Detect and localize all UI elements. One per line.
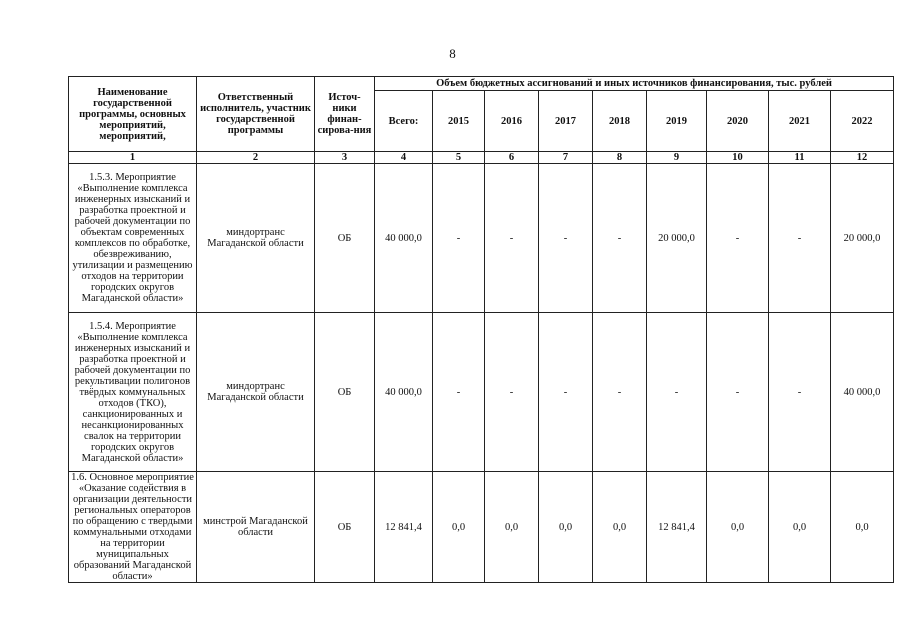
header-name: Наименование государственной программы, основных мероприятий, мероприятий, (69, 77, 197, 152)
header-year: 2020 (707, 91, 769, 152)
header-source: Источ-ники финан-сирова-ния (315, 77, 375, 152)
activity-name: 1.5.4. Мероприятие «Выполнение комплекса инженерных изысканий и разработка проектной и рабочей документации по рекультивации полигонов твёрдых коммунальных отходов (ТКО), санкционированных и несанкционированных свалок на территории городских округов Магаданской области» (69, 313, 197, 472)
header-year: 2022 (831, 91, 894, 152)
table-row (69, 313, 894, 472)
year-value-cell: - (485, 313, 539, 472)
source-cell: ОБ (315, 164, 375, 313)
table-row (69, 472, 894, 583)
header-total: Всего: (375, 91, 433, 152)
year-value-cell: - (707, 313, 769, 472)
activity-name: 1.6. Основное мероприятие «Оказание содействия в организации деятельности региональных операторов по обращению с твердыми коммунальными отходами на территории муниципальных образований Магаданской области» (69, 472, 197, 583)
year-value-cell: - (485, 164, 539, 313)
year-value-cell: 0,0 (433, 472, 485, 583)
year-value-cell: 20 000,0 (647, 164, 707, 313)
column-number: 12 (831, 152, 894, 164)
page-number: 8 (449, 46, 456, 61)
header-volume: Объем бюджетных ассигнований и иных источников финансирования, тыс. рублей (375, 77, 894, 91)
year-value-cell: - (433, 164, 485, 313)
header-year: 2016 (485, 91, 539, 152)
column-number: 10 (707, 152, 769, 164)
column-number: 6 (485, 152, 539, 164)
column-number: 4 (375, 152, 433, 164)
column-number: 8 (593, 152, 647, 164)
year-value-cell: - (539, 313, 593, 472)
header-executor: Ответственный исполнитель, участник государственной программы (197, 77, 315, 152)
header-year: 2015 (433, 91, 485, 152)
column-number: 9 (647, 152, 707, 164)
executor-cell: минстрой Магаданской области (197, 472, 315, 583)
column-number: 7 (539, 152, 593, 164)
year-value-cell: 0,0 (769, 472, 831, 583)
column-number-row (69, 152, 894, 164)
header-year: 2018 (593, 91, 647, 152)
activity-name: 1.5.3. Мероприятие «Выполнение комплекса инженерных изысканий и разработка проектной и рабочей документации по объектам современных комплексов по обработке, обезвреживанию, утилизации и размещению отходов на территории городских округов Магаданской области» (69, 164, 197, 313)
budget-table (68, 76, 894, 583)
header-year: 2021 (769, 91, 831, 152)
total-cell: 12 841,4 (375, 472, 433, 583)
year-value-cell: 0,0 (593, 472, 647, 583)
executor-cell: миндортранс Магаданской области (197, 313, 315, 472)
column-number: 1 (69, 152, 197, 164)
column-number: 3 (315, 152, 375, 164)
year-value-cell: - (769, 164, 831, 313)
year-value-cell: - (539, 164, 593, 313)
table-row (69, 164, 894, 313)
year-value-cell: 40 000,0 (831, 313, 894, 472)
year-value-cell: 20 000,0 (831, 164, 894, 313)
header-year: 2017 (539, 91, 593, 152)
year-value-cell: - (707, 164, 769, 313)
source-cell: ОБ (315, 313, 375, 472)
column-number: 5 (433, 152, 485, 164)
column-number: 2 (197, 152, 315, 164)
year-value-cell: - (647, 313, 707, 472)
executor-cell: миндортранс Магаданской области (197, 164, 315, 313)
year-value-cell: 0,0 (831, 472, 894, 583)
year-value-cell: - (593, 313, 647, 472)
column-number: 11 (769, 152, 831, 164)
year-value-cell: 12 841,4 (647, 472, 707, 583)
year-value-cell: - (433, 313, 485, 472)
source-cell: ОБ (315, 472, 375, 583)
year-value-cell: 0,0 (485, 472, 539, 583)
year-value-cell: - (593, 164, 647, 313)
total-cell: 40 000,0 (375, 164, 433, 313)
year-value-cell: 0,0 (539, 472, 593, 583)
year-value-cell: - (769, 313, 831, 472)
year-value-cell: 0,0 (707, 472, 769, 583)
total-cell: 40 000,0 (375, 313, 433, 472)
header-year: 2019 (647, 91, 707, 152)
